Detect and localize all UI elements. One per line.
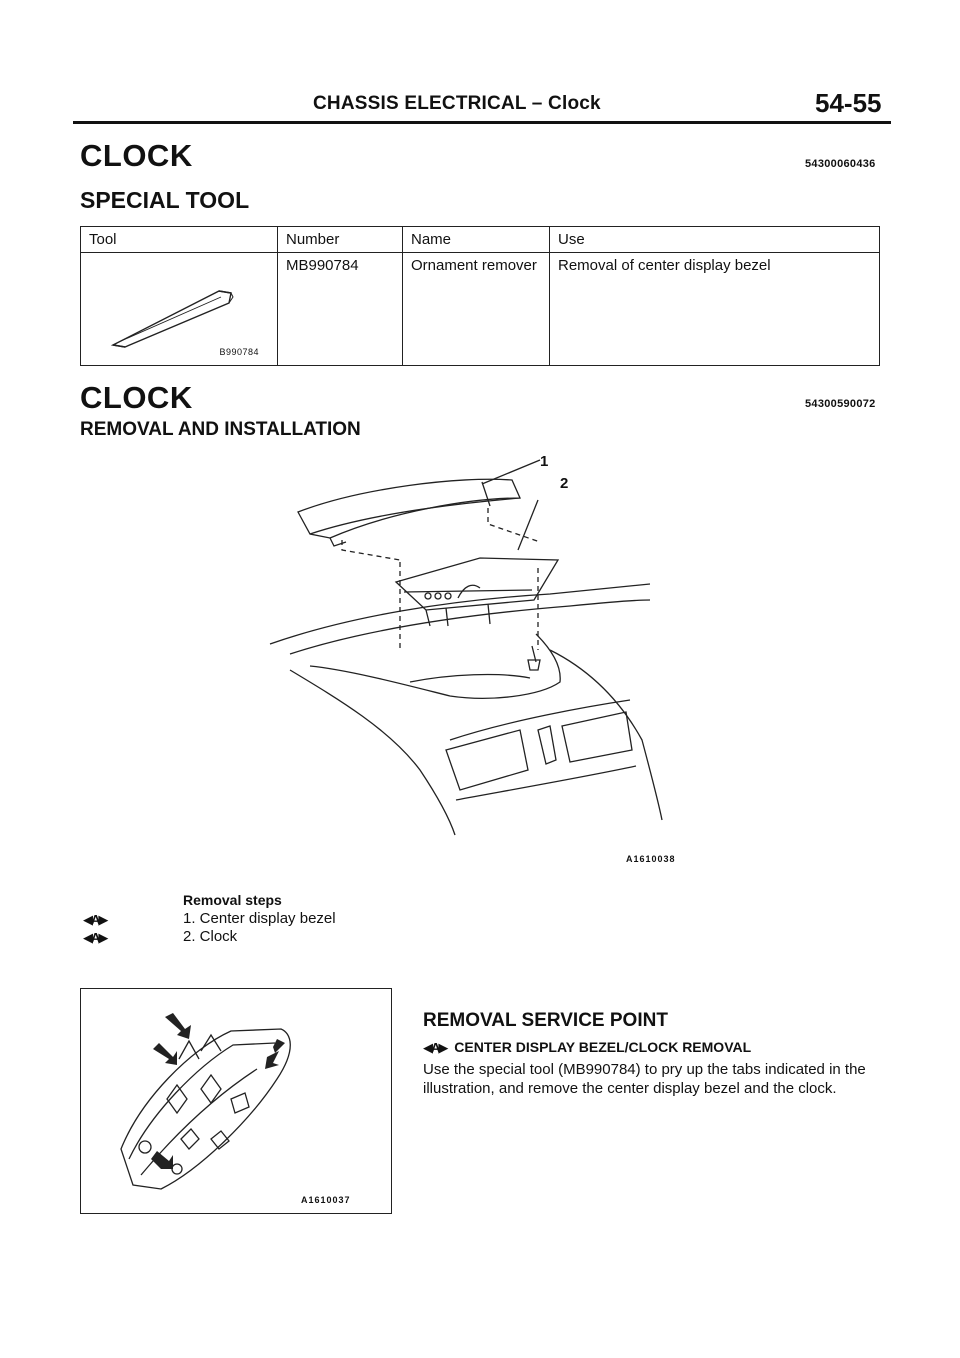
ornament-remover-illustration <box>81 253 261 357</box>
main-figure-code: A1610038 <box>626 854 676 864</box>
removal-step-2: 2. Clock <box>183 928 238 945</box>
table-row <box>81 253 880 366</box>
special-tool-table <box>80 226 880 366</box>
small-figure-code: A1610037 <box>301 1195 351 1205</box>
bezel-tabs-figure <box>80 988 392 1214</box>
dashboard-illustration <box>250 450 670 850</box>
section-title-clock-2: CLOCK <box>80 380 193 415</box>
table-header-name: Name <box>403 227 550 253</box>
table-header-number: Number <box>278 227 403 253</box>
removal-installation-heading: REMOVAL AND INSTALLATION <box>80 419 361 440</box>
special-tool-heading: SPECIAL TOOL <box>80 187 250 213</box>
service-point-subtitle: CENTER DISPLAY BEZEL/CLOCK REMOVAL <box>454 1039 752 1055</box>
callout-2: 2 <box>560 475 569 492</box>
service-marker-a-icon: ◀A▶ <box>423 1040 447 1055</box>
removal-step-1: 1. Center display bezel <box>183 910 336 927</box>
dashboard-exploded-figure <box>250 450 670 870</box>
header-rule <box>73 121 891 124</box>
service-marker-a-icon: ◀A▶ <box>83 930 107 945</box>
table-header-use: Use <box>550 227 880 253</box>
header-title: CHASSIS ELECTRICAL – Clock <box>313 93 601 114</box>
tool-use-cell: Removal of center display bezel <box>550 253 880 366</box>
service-marker-a-icon: ◀A▶ <box>83 912 107 927</box>
bezel-underside-illustration <box>81 989 391 1213</box>
removal-service-point-heading: REMOVAL SERVICE POINT <box>423 1010 668 1031</box>
tool-image-cell <box>81 253 278 366</box>
section-title-clock: CLOCK <box>80 138 193 173</box>
tool-number-cell: MB990784 <box>278 253 403 366</box>
tool-name-cell: Ornament remover <box>403 253 550 366</box>
page-number: 54-55 <box>815 88 882 118</box>
section-ref-code-2: 54300590072 <box>805 398 876 410</box>
callout-1: 1 <box>540 453 549 470</box>
tool-code: B990784 <box>219 347 259 357</box>
service-point-instructions: Use the special tool (MB990784) to pry up the tabs indicated in the illustration, and remove the center display bezel and the clock. <box>423 1061 866 1097</box>
service-point-subheading <box>423 1039 751 1056</box>
table-header-row <box>81 227 880 253</box>
removal-steps-title: Removal steps <box>183 892 282 908</box>
section-ref-code: 54300060436 <box>805 158 876 170</box>
ornament-remover-icon <box>81 253 261 357</box>
table-header-tool: Tool <box>81 227 278 253</box>
